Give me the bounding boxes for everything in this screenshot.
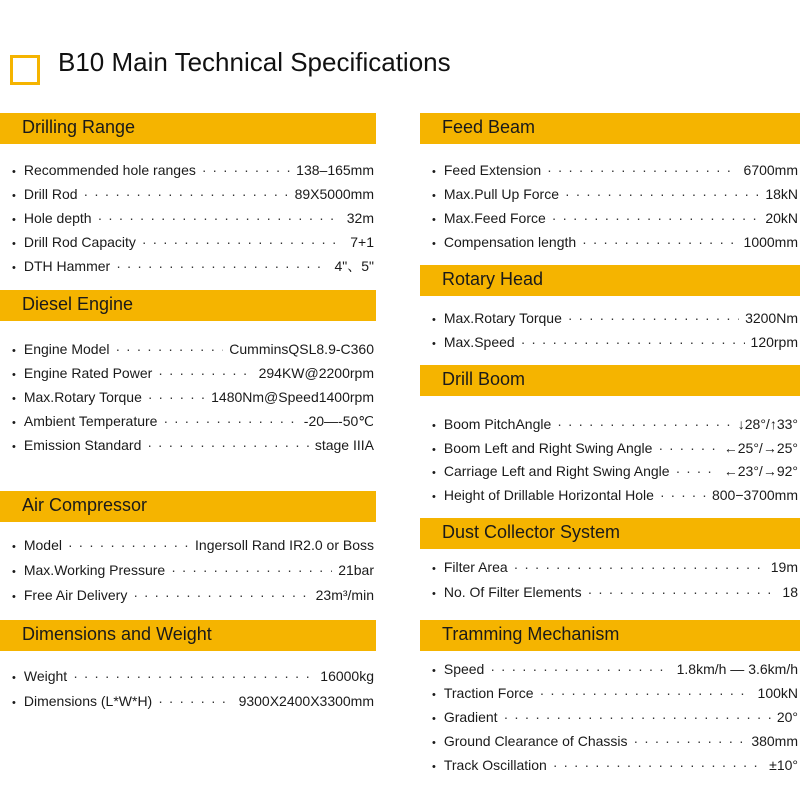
spec-row: [12, 409, 374, 433]
leader-dots: [202, 158, 290, 182]
spec-row: [12, 206, 374, 230]
spec-label: • Ambient Temperature: [12, 409, 157, 433]
section-drill-boom: [420, 365, 800, 503]
spec-value: 100kN: [757, 685, 798, 701]
leader-dots: [514, 555, 765, 579]
spec-row: [432, 330, 798, 354]
spec-row: [432, 230, 798, 254]
section-title: Feed Beam: [442, 117, 536, 137]
spec-label: • No. Of Filter Elements: [432, 580, 582, 604]
section-title: Drilling Range: [22, 117, 136, 137]
section-rotary-head: [420, 265, 800, 350]
spec-value: -20—-50℃: [303, 413, 374, 429]
section-header-bar: [0, 491, 376, 522]
section-header-bar: [0, 113, 376, 144]
spec-label: • Hole depth: [12, 206, 92, 230]
spec-label: • Max.Feed Force: [432, 206, 546, 230]
section-header-bar: [420, 365, 800, 396]
spec-label: • Weight: [12, 664, 67, 688]
spec-value: 6700mm: [743, 162, 798, 178]
leader-dots: [552, 206, 760, 230]
spec-value: stage IIIA: [314, 437, 374, 453]
leader-dots: [84, 182, 289, 206]
spec-value: 4"、5": [334, 258, 374, 274]
leader-dots: [73, 664, 314, 688]
spec-row: [432, 555, 798, 579]
section-title: Tramming Mechanism: [442, 624, 620, 644]
leader-dots: [115, 337, 223, 361]
spec-label: • Max.Working Pressure: [12, 558, 165, 582]
spec-label: • Height of Drillable Horizontal Hole: [432, 483, 654, 507]
spec-label: • Carriage Left and Right Swing Angle: [432, 459, 670, 483]
spec-label: • Dimensions (L*W*H): [12, 689, 152, 713]
section-title: Diesel Engine: [22, 294, 134, 314]
spec-row: [432, 206, 798, 230]
spec-row: [432, 681, 798, 705]
leader-dots: [568, 306, 739, 330]
spec-row: [12, 433, 374, 457]
spec-row: [432, 729, 798, 753]
spec-value: 3200Nm: [745, 310, 798, 326]
spec-row: [12, 385, 374, 409]
spec-label: • Traction Force: [432, 681, 534, 705]
spec-label: • Gradient: [432, 705, 498, 729]
page-title: B10 Main Technical Specifications: [58, 47, 451, 77]
spec-row: [12, 361, 374, 385]
leader-dots: [582, 230, 737, 254]
spec-value: 32m: [346, 210, 374, 226]
spec-label: • Max.Speed: [432, 330, 515, 354]
spec-value: ←23°/→92°: [723, 463, 798, 479]
section-header-bar: [420, 620, 800, 651]
spec-value: 89X5000mm: [294, 186, 374, 202]
spec-row: [12, 254, 374, 278]
spec-value: 1000mm: [743, 234, 798, 250]
spec-label: • Recommended hole ranges: [12, 158, 196, 182]
spec-value: 18kN: [765, 186, 798, 202]
section-header-bar: [0, 620, 376, 651]
spec-value: 7+1: [350, 234, 374, 250]
spec-label: • Drill Rod: [12, 182, 78, 206]
leader-dots: [147, 433, 308, 457]
leader-dots: [660, 483, 706, 507]
leader-dots: [158, 689, 232, 713]
spec-row: [432, 158, 798, 182]
spec-label: • Max.Pull Up Force: [432, 182, 559, 206]
spec-value: 138–165mm: [296, 162, 374, 178]
spec-label: • Filter Area: [432, 555, 508, 579]
leader-dots: [158, 361, 252, 385]
spec-row: [432, 412, 798, 436]
spec-label: • Speed: [432, 657, 484, 681]
spec-value: 21bar: [338, 562, 374, 578]
leader-dots: [565, 182, 759, 206]
leader-dots: [133, 583, 309, 607]
section-header-bar: [420, 113, 800, 144]
section-drilling-range: [0, 113, 376, 274]
spec-value: 19m: [770, 559, 798, 575]
spec-value: 380mm: [751, 733, 798, 749]
spec-row: [432, 580, 798, 604]
leader-dots: [171, 558, 332, 582]
leader-dots: [163, 409, 297, 433]
spec-value: 1480Nm@Speed1400rpm: [211, 389, 374, 405]
spec-value: 294KW@2200rpm: [258, 365, 374, 381]
section-title: Air Compressor: [22, 495, 148, 515]
spec-row: [12, 158, 374, 182]
spec-value: 23m³/min: [315, 587, 374, 603]
spec-label: • Engine Model: [12, 337, 109, 361]
spec-label: • Model: [12, 533, 62, 557]
section-diesel-engine: [0, 290, 376, 453]
spec-row: [432, 306, 798, 330]
spec-row: [12, 689, 374, 713]
spec-row: [12, 182, 374, 206]
spec-row: [12, 558, 374, 582]
leader-dots: [676, 459, 718, 483]
leader-dots: [116, 254, 328, 278]
spec-value: 120rpm: [750, 334, 798, 350]
spec-label: • Max.Rotary Torque: [432, 306, 562, 330]
leader-dots: [588, 580, 777, 604]
spec-value: 1.8km/h — 3.6km/h: [676, 661, 798, 677]
spec-row: [432, 436, 798, 460]
spec-row: [12, 230, 374, 254]
spec-label: • Emission Standard: [12, 433, 141, 457]
spec-row: [12, 583, 374, 607]
section-title: Dust Collector System: [442, 522, 621, 542]
spec-label: • DTH Hammer: [12, 254, 110, 278]
leader-dots: [557, 412, 732, 436]
spec-row: [12, 337, 374, 361]
section-header-bar: [0, 290, 376, 321]
spec-label: • Track Oscillation: [432, 753, 547, 777]
spec-row: [432, 459, 798, 483]
section-feed-beam: [420, 113, 800, 250]
leader-dots: [521, 330, 745, 354]
section-title: Rotary Head: [442, 269, 544, 289]
spec-value: 20°: [776, 709, 798, 725]
spec-label: • Max.Rotary Torque: [12, 385, 142, 409]
spec-row: [432, 182, 798, 206]
spec-row: [432, 483, 798, 507]
section-tramming-mechanism: [420, 620, 800, 773]
title-square-icon: [10, 55, 40, 85]
leader-dots: [68, 533, 189, 557]
spec-value: Ingersoll Rand IR2.0 or Boss: [195, 537, 374, 553]
spec-label: • Compensation length: [432, 230, 576, 254]
spec-row: [12, 533, 374, 557]
leader-dots: [634, 729, 746, 753]
leader-dots: [490, 657, 670, 681]
spec-label: • Boom PitchAngle: [432, 412, 551, 436]
section-dust-collector-system: [420, 518, 800, 600]
spec-label: • Engine Rated Power: [12, 361, 152, 385]
spec-value: 18: [782, 584, 798, 600]
spec-value: 20kN: [765, 210, 798, 226]
leader-dots: [658, 436, 717, 460]
spec-label: • Ground Clearance of Chassis: [432, 729, 628, 753]
leader-dots: [142, 230, 344, 254]
leader-dots: [540, 681, 752, 705]
spec-label: • Boom Left and Right Swing Angle: [432, 436, 652, 460]
section-title: Dimensions and Weight: [22, 624, 212, 644]
leader-dots: [547, 158, 737, 182]
spec-label: • Drill Rod Capacity: [12, 230, 136, 254]
leader-dots: [148, 385, 205, 409]
spec-value: 9300X2400X3300mm: [238, 693, 374, 709]
section-header-bar: [420, 265, 800, 296]
spec-value: 16000kg: [320, 668, 374, 684]
spec-row: [432, 753, 798, 777]
spec-label: • Free Air Delivery: [12, 583, 127, 607]
leader-dots: [98, 206, 341, 230]
spec-value: CumminsQSL8.9-C360: [229, 341, 374, 357]
spec-row: [432, 657, 798, 681]
spec-value: ±10°: [769, 757, 798, 773]
section-header-bar: [420, 518, 800, 549]
spec-value: 800−3700mm: [711, 487, 798, 503]
leader-dots: [504, 705, 771, 729]
section-air-compressor: [0, 491, 376, 603]
spec-value: ←25°/→25°: [723, 440, 798, 456]
spec-value: ↓28°/↑33°: [737, 416, 798, 432]
section-dimensions-and-weight: [0, 620, 376, 709]
leader-dots: [553, 753, 763, 777]
spec-label: • Feed Extension: [432, 158, 541, 182]
spec-row: [12, 664, 374, 688]
spec-row: [432, 705, 798, 729]
section-title: Drill Boom: [442, 369, 526, 389]
